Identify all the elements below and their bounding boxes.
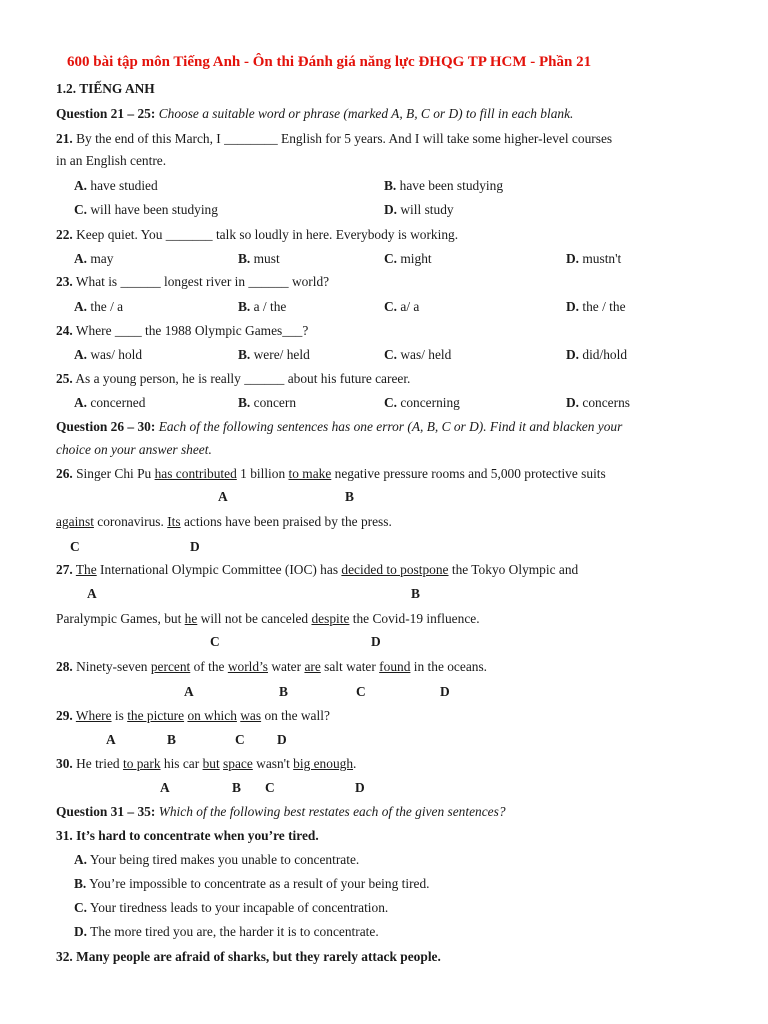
option-31-a: A. Your being tired makes you unable to concentrate.	[74, 852, 360, 867]
option-31-c: C. Your tiredness leads to your incapable of concentration.	[74, 900, 389, 915]
marker-26-d: D	[190, 539, 200, 554]
underlined-a: The	[75, 562, 97, 577]
question-23: 23. What is ______ longest river in ______ world?	[56, 274, 330, 289]
underlined-c: against	[56, 514, 94, 529]
option-22-d: D. mustn't	[566, 251, 622, 266]
underlined-c: he	[184, 611, 198, 626]
option-25-b: B. concern	[238, 395, 297, 410]
question-26-line2: against coronavirus. Its actions have been praised by the press.	[56, 514, 392, 529]
question-27-line2: Paralympic Games, but he will not be canceled despite the Covid-19 influence.	[56, 611, 480, 626]
underlined-b: to make	[288, 466, 332, 481]
underlined-d: Its	[167, 514, 181, 529]
marker-29-a: A	[106, 732, 116, 747]
marker-30-d: D	[355, 780, 365, 795]
option-23-c: C. a/ a	[384, 299, 420, 314]
section-heading: 1.2. TIẾNG ANH	[56, 81, 155, 96]
option-22-c: C. might	[384, 251, 432, 266]
option-23-b: B. a / the	[238, 299, 287, 314]
instruction-label: Question 21 – 25:	[56, 106, 156, 121]
option-21-a: A. have studied	[74, 178, 158, 193]
question-28: 28. Ninety-seven percent of the world’s water are salt water found in the oceans.	[56, 659, 488, 674]
option-25-c: C. concerning	[384, 395, 460, 410]
marker-27-c: C	[210, 634, 220, 649]
question-text: By the end of this March, I ________ English for 5 years. And I will take some higher-level courses	[76, 131, 613, 146]
marker-26-a: A	[218, 489, 228, 504]
question-27: 27. The International Olympic Committee (IOC) has decided to postpone the Tokyo Olympic and	[56, 562, 579, 577]
option-21-d: D. will study	[384, 202, 454, 217]
underlined-a: has contributed	[154, 466, 237, 481]
marker-27-a: A	[87, 586, 97, 601]
marker-27-b: B	[411, 586, 420, 601]
marker-30-b: B	[232, 780, 241, 795]
option-23-a: A. the / a	[74, 299, 124, 314]
marker-29-c: C	[235, 732, 245, 747]
question-26: 26. Singer Chi Pu has contributed 1 billion to make negative pressure rooms and 5,000 protective suits	[56, 466, 606, 481]
option-25-d: D. concerns	[566, 395, 630, 410]
marker-29-d: D	[277, 732, 287, 747]
option-22-a: A. may	[74, 251, 114, 266]
option-24-d: D. did/hold	[566, 347, 628, 362]
instruction-text: Choose a suitable word or phrase (marked A, B, C or D) to fill in each blank.	[158, 106, 574, 121]
question-25: 25. As a young person, he is really ______ about his future career.	[56, 371, 411, 386]
marker-26-c: C	[70, 539, 80, 554]
instruction-21-25	[56, 106, 573, 122]
option-21-b: B. have been studying	[384, 178, 504, 193]
option-22-b: B. must	[238, 251, 280, 266]
question-31: 31. It’s hard to concentrate when you’re tired.	[56, 828, 319, 843]
marker-30-c: C	[265, 780, 275, 795]
marker-28-a: A	[184, 684, 194, 699]
option-24-a: A. was/ hold	[74, 347, 143, 362]
question-32: 32. Many people are afraid of sharks, but they rarely attack people.	[56, 949, 441, 964]
instruction-31-35: Question 31 – 35: Which of the following best restates each of the given sentences?	[56, 804, 506, 819]
option-31-b: B. You’re impossible to concentrate as a result of your being tired.	[74, 876, 430, 891]
question-29: 29. Where is the picture on which was on the wall?	[56, 708, 330, 723]
marker-27-d: D	[371, 634, 381, 649]
instruction-26-30: Question 26 – 30: Each of the following sentences has one error (A, B, C or D). Find it and blacken your	[56, 419, 623, 434]
marker-29-b: B	[167, 732, 176, 747]
option-23-d: D. the / the	[566, 299, 626, 314]
question-number: 21.	[56, 131, 73, 146]
option-24-c: C. was/ held	[384, 347, 452, 362]
option-24-b: B. were/ held	[238, 347, 310, 362]
question-30: 30. He tried to park his car but space wasn't big enough.	[56, 756, 357, 771]
marker-28-c: C	[356, 684, 366, 699]
marker-30-a: A	[160, 780, 170, 795]
question-21-line2: in an English centre.	[56, 153, 167, 168]
underlined-b: decided to postpone	[341, 562, 449, 577]
underlined-d: despite	[311, 611, 350, 626]
option-31-d: D. The more tired you are, the harder it is to concentrate.	[74, 924, 379, 939]
question-24: 24. Where ____ the 1988 Olympic Games___?	[56, 323, 309, 338]
question-22: 22. Keep quiet. You _______ talk so loudly in here. Everybody is working.	[56, 227, 459, 242]
instruction-26-30-line2: choice on your answer sheet.	[56, 442, 212, 457]
option-21-c: C. will have been studying	[74, 202, 218, 217]
marker-28-d: D	[440, 684, 450, 699]
option-25-a: A. concerned	[74, 395, 146, 410]
question-21	[56, 131, 612, 147]
page-title: 600 bài tập môn Tiếng Anh - Ôn thi Đánh giá năng lực ĐHQG TP HCM - Phần 21	[67, 54, 592, 70]
marker-26-b: B	[345, 489, 354, 504]
marker-28-b: B	[279, 684, 288, 699]
